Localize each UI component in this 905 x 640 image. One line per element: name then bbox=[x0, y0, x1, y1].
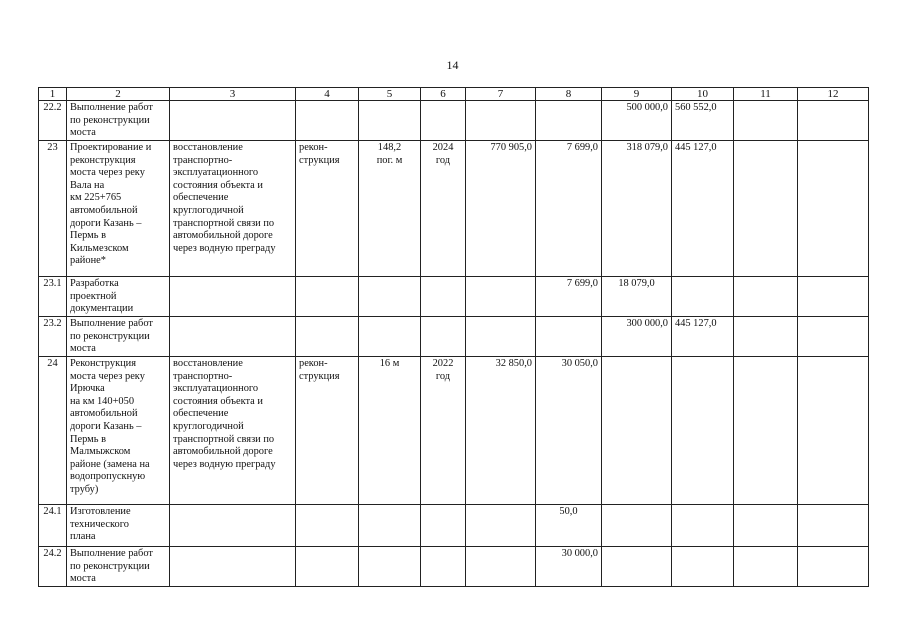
header-cell: 6 bbox=[421, 88, 466, 101]
row-number: 22.2 bbox=[39, 101, 67, 141]
value-col11 bbox=[734, 317, 798, 357]
table-row bbox=[39, 317, 869, 357]
work-name: Изготовление технического плана bbox=[67, 505, 170, 547]
purpose: восстановление транспортно- эксплуатационного состояния объекта и обеспечение круглогодичной транспортной связи по автомобильной дороге через водную преграду bbox=[170, 357, 296, 505]
table-row bbox=[39, 357, 869, 505]
value-col10 bbox=[672, 277, 734, 317]
row-number: 23.1 bbox=[39, 277, 67, 317]
header-row bbox=[39, 88, 869, 101]
purpose bbox=[170, 505, 296, 547]
value-col9 bbox=[602, 547, 672, 587]
table-row bbox=[39, 547, 869, 587]
table-row bbox=[39, 505, 869, 547]
capacity bbox=[359, 277, 421, 317]
page-number: 14 bbox=[446, 58, 459, 72]
work-name: Реконструкция моста через реку Ирючка на км 140+050 автомобильной дороги Казань – Пермь в Малмыжском районе (замена на водопропускную трубу) bbox=[67, 357, 170, 505]
value-col10: 445 127,0 bbox=[672, 317, 734, 357]
value-col9: 18 079,0 bbox=[602, 277, 672, 317]
value-col7 bbox=[466, 317, 536, 357]
capacity: 16 м bbox=[359, 357, 421, 505]
value-col12 bbox=[798, 101, 869, 141]
purpose bbox=[170, 101, 296, 141]
value-col10: 445 127,0 bbox=[672, 141, 734, 277]
work-name: Выполнение работ по реконструкции моста bbox=[67, 101, 170, 141]
value-col7 bbox=[466, 505, 536, 547]
year bbox=[421, 101, 466, 141]
value-col7: 770 905,0 bbox=[466, 141, 536, 277]
header-cell: 2 bbox=[67, 88, 170, 101]
capacity: 148,2 пог. м bbox=[359, 141, 421, 277]
value-col11 bbox=[734, 547, 798, 587]
value-col10 bbox=[672, 357, 734, 505]
purpose: восстановление транспортно- эксплуатационного состояния объекта и обеспечение круглогодичной транспортной связи по автомобильной дороге через водную преграду bbox=[170, 141, 296, 277]
header-cell: 4 bbox=[296, 88, 359, 101]
value-col9 bbox=[602, 505, 672, 547]
value-col10 bbox=[672, 505, 734, 547]
value-col12 bbox=[798, 547, 869, 587]
year: 2022 год bbox=[421, 357, 466, 505]
value-col12 bbox=[798, 141, 869, 277]
purpose bbox=[170, 277, 296, 317]
value-col7: 32 850,0 bbox=[466, 357, 536, 505]
value-col8 bbox=[536, 317, 602, 357]
value-col10: 560 552,0 bbox=[672, 101, 734, 141]
work-name: Выполнение работ по реконструкции моста bbox=[67, 547, 170, 587]
value-col8: 30 050,0 bbox=[536, 357, 602, 505]
value-col12 bbox=[798, 505, 869, 547]
value-col9: 500 000,0 bbox=[602, 101, 672, 141]
value-col8: 50,0 bbox=[536, 505, 602, 547]
header-cell: 12 bbox=[798, 88, 869, 101]
value-col8: 30 000,0 bbox=[536, 547, 602, 587]
work-type bbox=[296, 317, 359, 357]
header-cell: 11 bbox=[734, 88, 798, 101]
table-row bbox=[39, 101, 869, 141]
header-cell: 1 bbox=[39, 88, 67, 101]
value-col12 bbox=[798, 357, 869, 505]
row-number: 24.2 bbox=[39, 547, 67, 587]
value-col9 bbox=[602, 357, 672, 505]
work-name: Выполнение работ по реконструкции моста bbox=[67, 317, 170, 357]
capacity bbox=[359, 505, 421, 547]
data-table bbox=[38, 87, 869, 587]
year bbox=[421, 547, 466, 587]
work-name: Проектирование и реконструкция моста через реку Вала на км 225+765 автомобильной дороги Казань – Пермь в Кильмезском районе* bbox=[67, 141, 170, 277]
capacity bbox=[359, 547, 421, 587]
year: 2024 год bbox=[421, 141, 466, 277]
value-col7 bbox=[466, 277, 536, 317]
capacity bbox=[359, 317, 421, 357]
value-col8 bbox=[536, 101, 602, 141]
row-number: 24.1 bbox=[39, 505, 67, 547]
value-col8: 7 699,0 bbox=[536, 277, 602, 317]
year bbox=[421, 317, 466, 357]
work-type: рекон- струкция bbox=[296, 141, 359, 277]
purpose bbox=[170, 317, 296, 357]
row-number: 23 bbox=[39, 141, 67, 277]
header-cell: 8 bbox=[536, 88, 602, 101]
value-col10 bbox=[672, 547, 734, 587]
header-cell: 3 bbox=[170, 88, 296, 101]
row-number: 24 bbox=[39, 357, 67, 505]
value-col7 bbox=[466, 101, 536, 141]
value-col12 bbox=[798, 317, 869, 357]
header-cell: 7 bbox=[466, 88, 536, 101]
work-name: Разработка проектной документации bbox=[67, 277, 170, 317]
work-type bbox=[296, 505, 359, 547]
table-row bbox=[39, 141, 869, 277]
value-col8: 7 699,0 bbox=[536, 141, 602, 277]
work-type bbox=[296, 547, 359, 587]
header-cell: 5 bbox=[359, 88, 421, 101]
year bbox=[421, 277, 466, 317]
header-cell: 9 bbox=[602, 88, 672, 101]
value-col11 bbox=[734, 505, 798, 547]
row-number: 23.2 bbox=[39, 317, 67, 357]
value-col12 bbox=[798, 277, 869, 317]
work-type bbox=[296, 101, 359, 141]
work-type bbox=[296, 277, 359, 317]
value-col11 bbox=[734, 357, 798, 505]
value-col9: 300 000,0 bbox=[602, 317, 672, 357]
value-col11 bbox=[734, 101, 798, 141]
capacity bbox=[359, 101, 421, 141]
purpose bbox=[170, 547, 296, 587]
value-col7 bbox=[466, 547, 536, 587]
value-col11 bbox=[734, 277, 798, 317]
value-col11 bbox=[734, 141, 798, 277]
year bbox=[421, 505, 466, 547]
table-row bbox=[39, 277, 869, 317]
header-cell: 10 bbox=[672, 88, 734, 101]
value-col9: 318 079,0 bbox=[602, 141, 672, 277]
work-type: рекон- струкция bbox=[296, 357, 359, 505]
